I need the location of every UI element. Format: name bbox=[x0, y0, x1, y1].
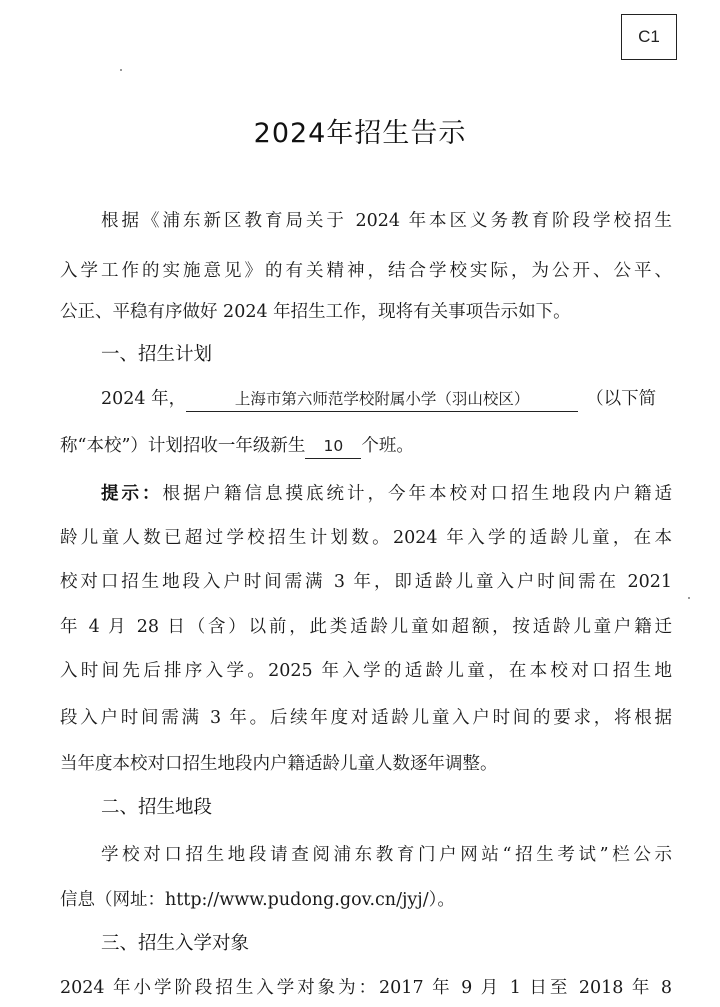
section-2-heading: 二、招生地段 bbox=[101, 797, 213, 818]
tip-line-2: 龄儿童人数已超过学校招生计划数。2024 年入学的适龄儿童，在本 bbox=[60, 528, 672, 548]
plan-line-1 bbox=[101, 384, 672, 414]
school-name-field: 上海市第六师范学校附属小学（羽山校区） bbox=[186, 387, 578, 412]
section-1-heading: 一、招生计划 bbox=[101, 344, 213, 365]
plan-line-2-prefix: 称“本校”）计划招收一年级新生 bbox=[60, 436, 306, 456]
tip-line-5: 入时间先后排序入学。2025 年入学的适龄儿童，在本校对口招生地 bbox=[60, 661, 672, 681]
document-code-box: C1 bbox=[621, 14, 677, 60]
plan-line-2-suffix: 个班。 bbox=[361, 436, 414, 456]
tip-line-4: 年 4 月 28 日（含）以前，此类适龄儿童如超额，按适龄儿童户籍迁 bbox=[60, 617, 672, 637]
district-line-2: 信息（网址：http://www.pudong.gov.cn/jyj/）。 bbox=[60, 890, 455, 910]
page-title: 2024年招生告示 bbox=[253, 118, 467, 149]
class-count-field: 10 bbox=[305, 434, 361, 459]
plan-line-1-suffix: （以下简 bbox=[586, 389, 657, 409]
tip-text-start: 根据户籍信息摸底统计，今年本校对口招生地段内户籍适 bbox=[162, 484, 672, 504]
tip-line-6: 段入户时间需满 3 年。后续年度对适龄儿童入户时间的要求，将根据 bbox=[60, 708, 672, 728]
intro-line-3: 公正、平稳有序做好 2024 年招生工作，现将有关事项告示如下。 bbox=[60, 302, 571, 322]
scan-speck bbox=[120, 69, 122, 71]
tip-label: 提示： bbox=[101, 484, 163, 504]
section-3-heading: 三、招生入学对象 bbox=[101, 933, 250, 954]
scan-speck bbox=[688, 597, 690, 599]
tip-line-1 bbox=[101, 479, 672, 509]
district-line-1: 学校对口招生地段请查阅浦东教育门户网站“招生考试”栏公示 bbox=[101, 845, 672, 865]
plan-year-prefix: 2024 年， bbox=[101, 389, 187, 409]
tip-line-7: 当年度本校对口招生地段内户籍适龄儿童人数逐年调整。 bbox=[60, 754, 498, 774]
tip-line-3: 校对口招生地段入户时间需满 3 年，即适龄儿童入户时间需在 2021 bbox=[60, 572, 672, 592]
intro-line-1: 根据《浦东新区教育局关于 2024 年本区义务教育阶段学校招生 bbox=[101, 211, 672, 231]
plan-line-2 bbox=[60, 431, 672, 461]
eligibility-line-1: 2024 年小学阶段招生入学对象为：2017 年 9 月 1 日至 2018 年 8 bbox=[60, 978, 672, 998]
intro-line-2: 入学工作的实施意见》的有关精神，结合学校实际，为公开、公平、 bbox=[60, 261, 672, 281]
